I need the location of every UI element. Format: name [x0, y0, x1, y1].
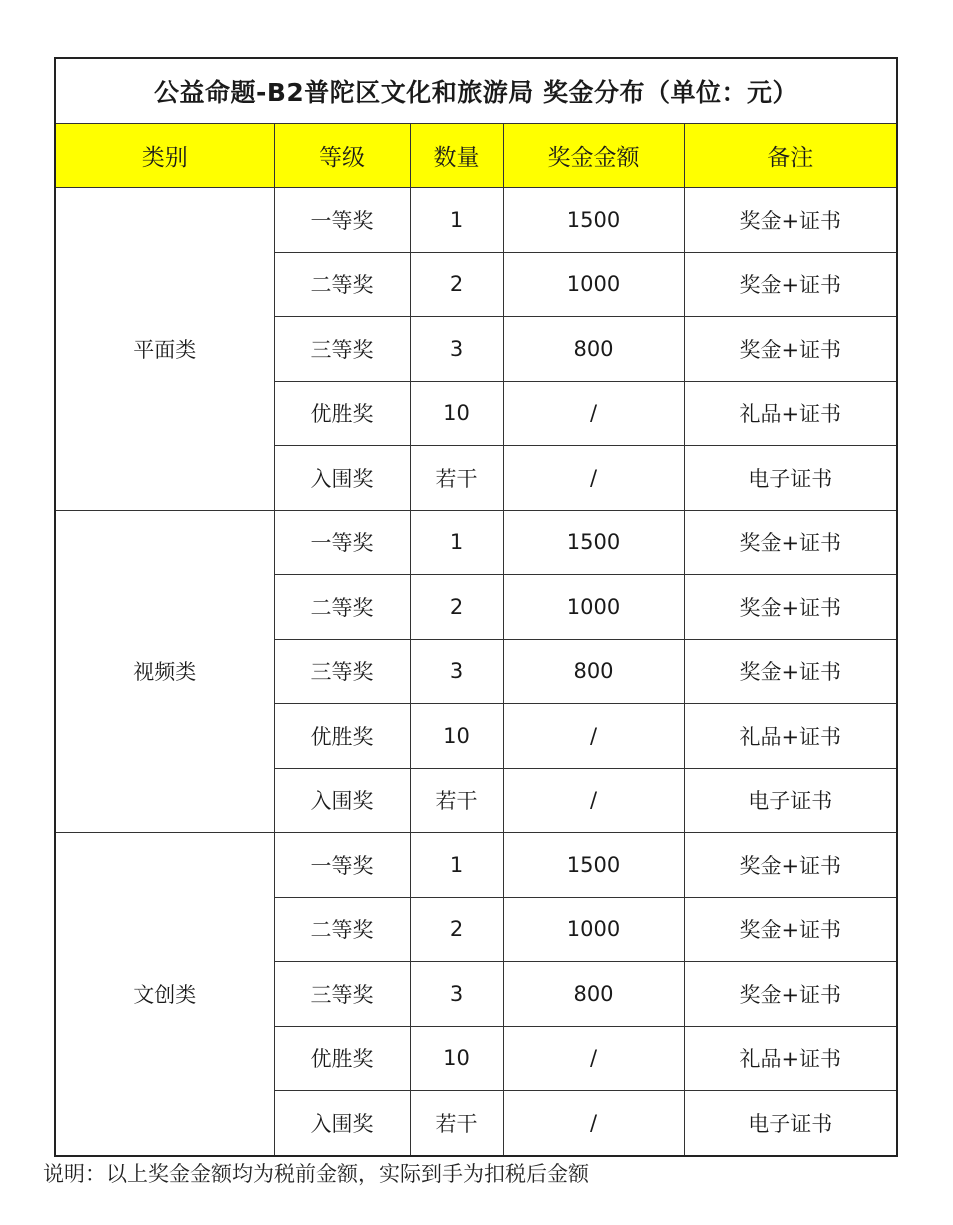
note-cell: 奖金+证书	[684, 639, 897, 704]
amount-cell: /	[503, 381, 684, 446]
amount-cell: 800	[503, 639, 684, 704]
category-cell: 视频类	[55, 510, 274, 833]
level-cell: 三等奖	[274, 317, 410, 382]
table-row	[55, 188, 897, 253]
amount-cell: 1500	[503, 510, 684, 575]
table-row	[55, 833, 897, 898]
note-cell: 电子证书	[684, 446, 897, 511]
header-count: 数量	[410, 124, 503, 188]
footnote: 说明：以上奖金金额均为税前金额，实际到手为扣税后金额	[43, 1162, 589, 1186]
count-cell: 若干	[410, 446, 503, 511]
prize-table	[54, 57, 898, 1157]
level-cell: 入围奖	[274, 446, 410, 511]
note-cell: 奖金+证书	[684, 317, 897, 382]
note-cell: 礼品+证书	[684, 1026, 897, 1091]
count-cell: 10	[410, 381, 503, 446]
note-cell: 奖金+证书	[684, 188, 897, 253]
amount-cell: 800	[503, 962, 684, 1027]
header-level: 等级	[274, 124, 410, 188]
count-cell: 若干	[410, 768, 503, 833]
amount-cell: 1000	[503, 897, 684, 962]
note-cell: 奖金+证书	[684, 962, 897, 1027]
note-cell: 电子证书	[684, 1091, 897, 1156]
amount-cell: /	[503, 1026, 684, 1091]
count-cell: 1	[410, 188, 503, 253]
header-category: 类别	[55, 124, 274, 188]
count-cell: 1	[410, 510, 503, 575]
category-cell: 平面类	[55, 188, 274, 511]
title-row	[55, 58, 897, 124]
table-row	[55, 510, 897, 575]
count-cell: 2	[410, 575, 503, 640]
level-cell: 一等奖	[274, 188, 410, 253]
table-title: 公益命题-B2普陀区文化和旅游局 奖金分布（单位：元）	[55, 58, 897, 124]
count-cell: 2	[410, 897, 503, 962]
level-cell: 优胜奖	[274, 704, 410, 769]
count-cell: 2	[410, 252, 503, 317]
level-cell: 三等奖	[274, 639, 410, 704]
count-cell: 3	[410, 639, 503, 704]
note-cell: 奖金+证书	[684, 252, 897, 317]
count-cell: 1	[410, 833, 503, 898]
count-cell: 10	[410, 704, 503, 769]
category-cell: 文创类	[55, 833, 274, 1156]
amount-cell: /	[503, 768, 684, 833]
note-cell: 奖金+证书	[684, 575, 897, 640]
count-cell: 若干	[410, 1091, 503, 1156]
level-cell: 二等奖	[274, 252, 410, 317]
header-row	[55, 124, 897, 188]
count-cell: 10	[410, 1026, 503, 1091]
amount-cell: 800	[503, 317, 684, 382]
note-cell: 礼品+证书	[684, 704, 897, 769]
note-cell: 奖金+证书	[684, 833, 897, 898]
count-cell: 3	[410, 962, 503, 1027]
amount-cell: /	[503, 704, 684, 769]
amount-cell: 1500	[503, 188, 684, 253]
level-cell: 优胜奖	[274, 1026, 410, 1091]
amount-cell: 1000	[503, 252, 684, 317]
note-cell: 奖金+证书	[684, 897, 897, 962]
table-body	[55, 188, 897, 1156]
level-cell: 入围奖	[274, 1091, 410, 1156]
amount-cell: /	[503, 1091, 684, 1156]
header-amount: 奖金金额	[503, 124, 684, 188]
note-cell: 电子证书	[684, 768, 897, 833]
level-cell: 一等奖	[274, 510, 410, 575]
level-cell: 优胜奖	[274, 381, 410, 446]
count-cell: 3	[410, 317, 503, 382]
level-cell: 二等奖	[274, 575, 410, 640]
amount-cell: 1000	[503, 575, 684, 640]
header-note: 备注	[684, 124, 897, 188]
level-cell: 三等奖	[274, 962, 410, 1027]
amount-cell: 1500	[503, 833, 684, 898]
note-cell: 礼品+证书	[684, 381, 897, 446]
level-cell: 一等奖	[274, 833, 410, 898]
level-cell: 二等奖	[274, 897, 410, 962]
amount-cell: /	[503, 446, 684, 511]
level-cell: 入围奖	[274, 768, 410, 833]
note-cell: 奖金+证书	[684, 510, 897, 575]
